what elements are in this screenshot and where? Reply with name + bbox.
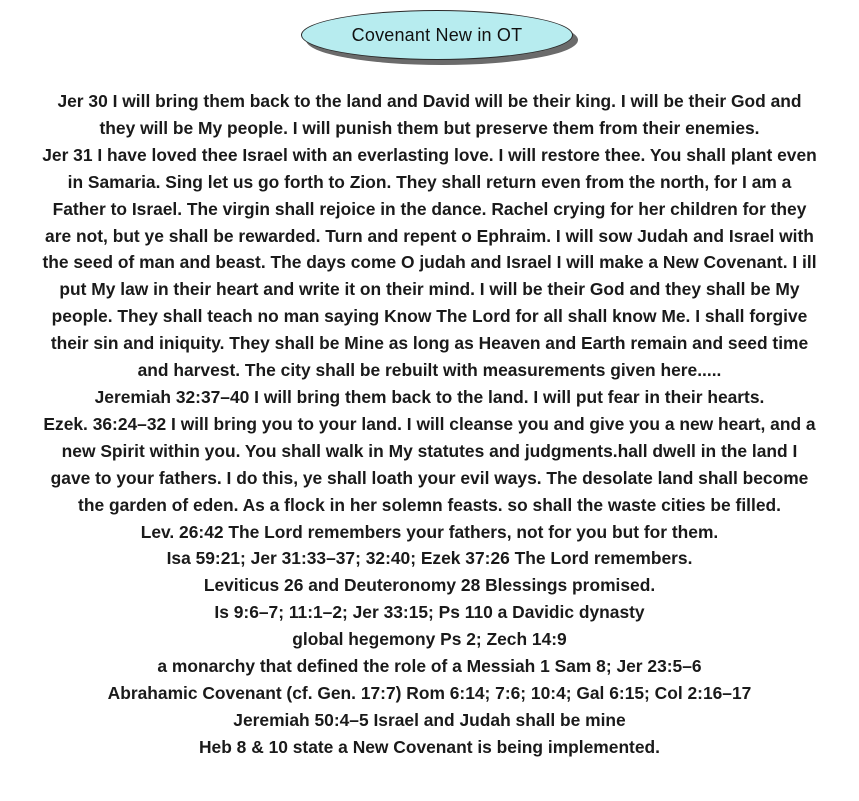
text-line: Is 9:6–7; 11:1–2; Jer 33:15; Ps 110 a Davidic dynasty xyxy=(214,602,645,623)
text-line: Heb 8 & 10 state a New Covenant is being implemented. xyxy=(199,736,660,757)
slide-title: Covenant New in OT xyxy=(351,24,523,45)
text-line: and harvest. The city shall be rebuilt with measurements given here..... xyxy=(137,360,722,381)
text-line: the seed of man and beast. The days come O judah and Israel I will make a New Covenant. I ill xyxy=(42,252,817,273)
text-line: Jeremiah 32:37–40 I will bring them back to the land. I will put fear in their hearts. xyxy=(94,386,765,407)
text-line: Leviticus 26 and Deuteronomy 28 Blessings promised. xyxy=(203,575,656,596)
text-line: Jer 30 I will bring them back to the land and David will be their king. I will be their God and xyxy=(57,91,802,111)
text-line: their sin and iniquity. They shall be Mine as long as Heaven and Earth remain and seed time xyxy=(50,333,809,354)
text-line: global hegemony Ps 2; Zech 14:9 xyxy=(292,629,567,650)
text-line: Jeremiah 50:4–5 Israel and Judah shall be mine xyxy=(233,709,626,730)
title-oval xyxy=(301,10,573,60)
text-line: Isa 59:21; Jer 31:33–37; 32:40; Ezek 37:26 The Lord remembers. xyxy=(166,548,693,569)
text-line: put My law in their heart and write it on their mind. I will be their God and they shall be My xyxy=(59,279,800,300)
text-line: they will be My people. I will punish them but preserve them from their enemies. xyxy=(99,117,760,138)
text-line: people. They shall teach no man saying Know The Lord for all shall know Me. I shall forgive xyxy=(51,306,808,327)
scripture-text-block xyxy=(4,88,855,761)
text-line: in Samaria. Sing let us go forth to Zion. They shall return even from the north, for I am a xyxy=(67,171,792,192)
text-line: Ezek. 36:24–32 I will bring you to your land. I will cleanse you and give you a new heart, and a xyxy=(43,413,816,434)
text-line: Lev. 26:42 The Lord remembers your fathers, not for you but for them. xyxy=(140,521,719,542)
text-line: Abrahamic Covenant (cf. Gen. 17:7) Rom 6:14; 7:6; 10:4; Gal 6:15; Col 2:16–17 xyxy=(107,682,752,703)
text-line: are not, but ye shall be rewarded. Turn and repent o Ephraim. I will sow Judah and Israel with xyxy=(45,225,814,246)
text-line: Father to Israel. The virgin shall rejoice in the dance. Rachel crying for her children for they xyxy=(52,198,807,219)
text-line: the garden of eden. As a flock in her solemn feasts. so shall the waste cities be filled. xyxy=(78,494,781,515)
text-line: new Spirit within you. You shall walk in My statutes and judgments.hall dwell in the land I xyxy=(61,440,798,461)
text-line: Jer 31 I have loved thee Israel with an everlasting love. I will restore thee. You shall plant even xyxy=(42,144,817,165)
text-line: a monarchy that defined the role of a Messiah 1 Sam 8; Jer 23:5–6 xyxy=(157,656,702,677)
text-line: gave to your fathers. I do this, ye shall loath your evil ways. The desolate land shall become xyxy=(50,467,809,488)
